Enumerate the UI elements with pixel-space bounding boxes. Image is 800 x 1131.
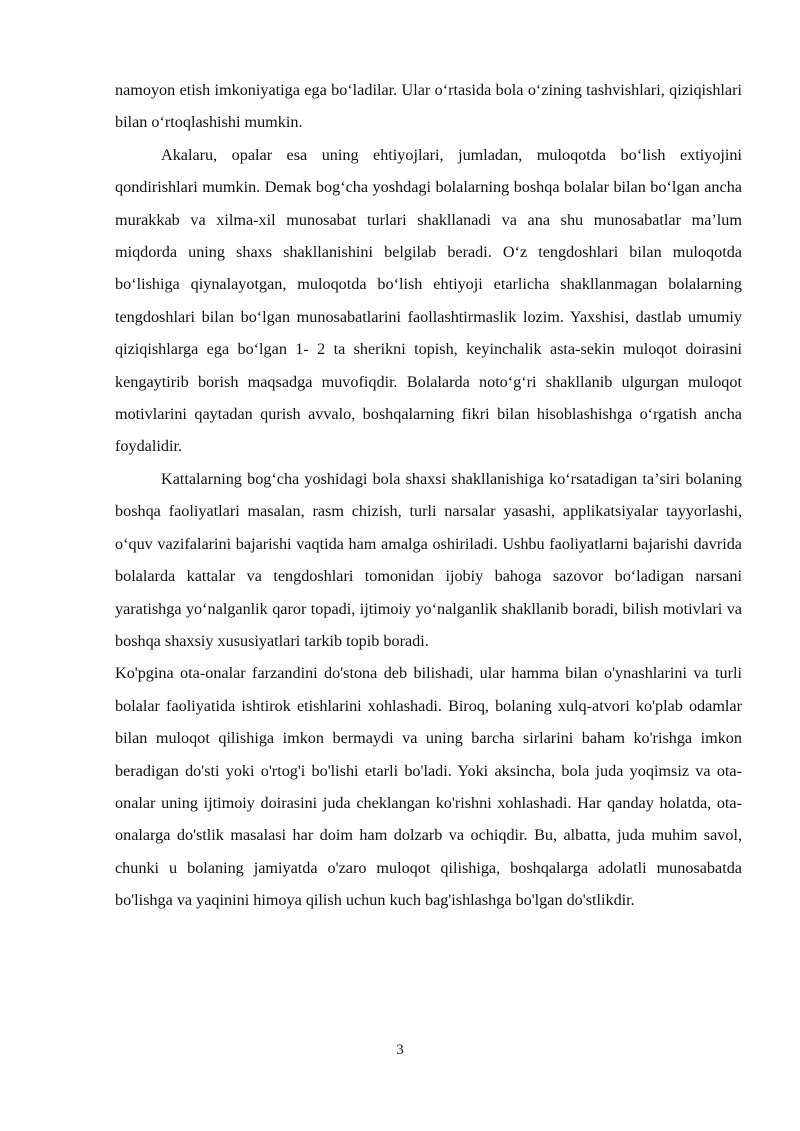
paragraph-friendship: Ko'pgina ota-onalar farzandini do'stona deb bilishadi, ular hamma bilan o'ynashlarini va turli bolalar faoliyatida ishtirok etishlarini xohlashadi. Biroq, bolaning xulq-atvori ko'plab odamlar bilan muloqot qilishiga imkon bermaydi va uning barcha sirlarini baham ko'rishga imkon beradigan do'sti yoki o'rtog'i bo'lishi etarli bo'ladi. Yoki aksincha, bola juda yoqimsiz va ota-onalar uning ijtimoiy doirasini juda cheklangan ko'rishni xohlashadi. Har qanday holatda, ota-onalarga do'stlik masalasi har doim ham dolzarb va ochiqdir. Bu, albatta, juda muhim savol, chunki u bolaning jamiyatda o'zaro muloqot qilishiga, boshqalarga adolatli munosabatda bo'lishga va yaqinini himoya qilish uchun kuch bag'ishlashga bo'lgan do'stlikdir. xyxy=(115,664,742,910)
page-number: 3 xyxy=(396,1042,404,1058)
paragraph-continuation: namoyon etish imkoniyatiga ega boʻladilar. Ular oʻrtasida bola oʻzining tashvishlari, qiziqishlari bilan oʻrtoqlashishi mumkin. xyxy=(115,81,742,132)
document-page xyxy=(115,74,742,917)
paragraph-adults-influence: Kattalarning bogʻcha yoshidagi bola shaxsi shakllanishiga koʻrsatadigan taʼsiri bolaning boshqa faoliyatlari masalan, rasm chizish, turli narsalar yasashi, applikatsiyalar tayyorlashi, oʻquv vazifalarini bajarishi vaqtida ham amalga oshiriladi. Ushbu faoliyatlarni bajarishi davrida bolalarda kattalar va tengdoshlari tomonidan ijobiy bahoga sazovor boʻladigan narsani yaratishga yoʻnalganlik qaror topadi, ijtimoiy yoʻnalganlik shakllanib boradi, bilish motivlari va boshqa shaxsiy xususiyatlari tarkib topib boradi. xyxy=(115,469,742,650)
paragraph-siblings: Akalaru, opalar esa uning ehtiyojlari, jumladan, muloqotda boʻlish extiyojini qondirishlari mumkin. Demak bogʻcha yoshdagi bolalarning boshqa bolalar bilan boʻlgan ancha murakkab va xilma-xil munosabat turlari shakllanadi va ana shu munosabatlar maʼlum miqdorda uning shaxs shakllanishini belgilab beradi. Oʻz tengdoshlari bilan muloqotda boʻlishiga qiynalayotgan, muloqotda boʻlish ehtiyoji etarlicha shakllanmagan bolalarning tengdoshlari bilan boʻlgan munosabatlarini faollashtirmaslik lozim. Yaxshisi, dastlab umumiy qiziqishlarga ega boʻlgan 1- 2 ta sherikni topish, keyinchalik asta-sekin muloqot doirasini kengaytirib borish maqsadga muvofiqdir. Bolalarda notoʻgʻri shakllanib ulgurgan muloqot motivlarini qaytadan qurish avvalo, boshqalarning fikri bilan hisoblashishga oʻrgatish ancha foydalidir. xyxy=(115,145,742,456)
